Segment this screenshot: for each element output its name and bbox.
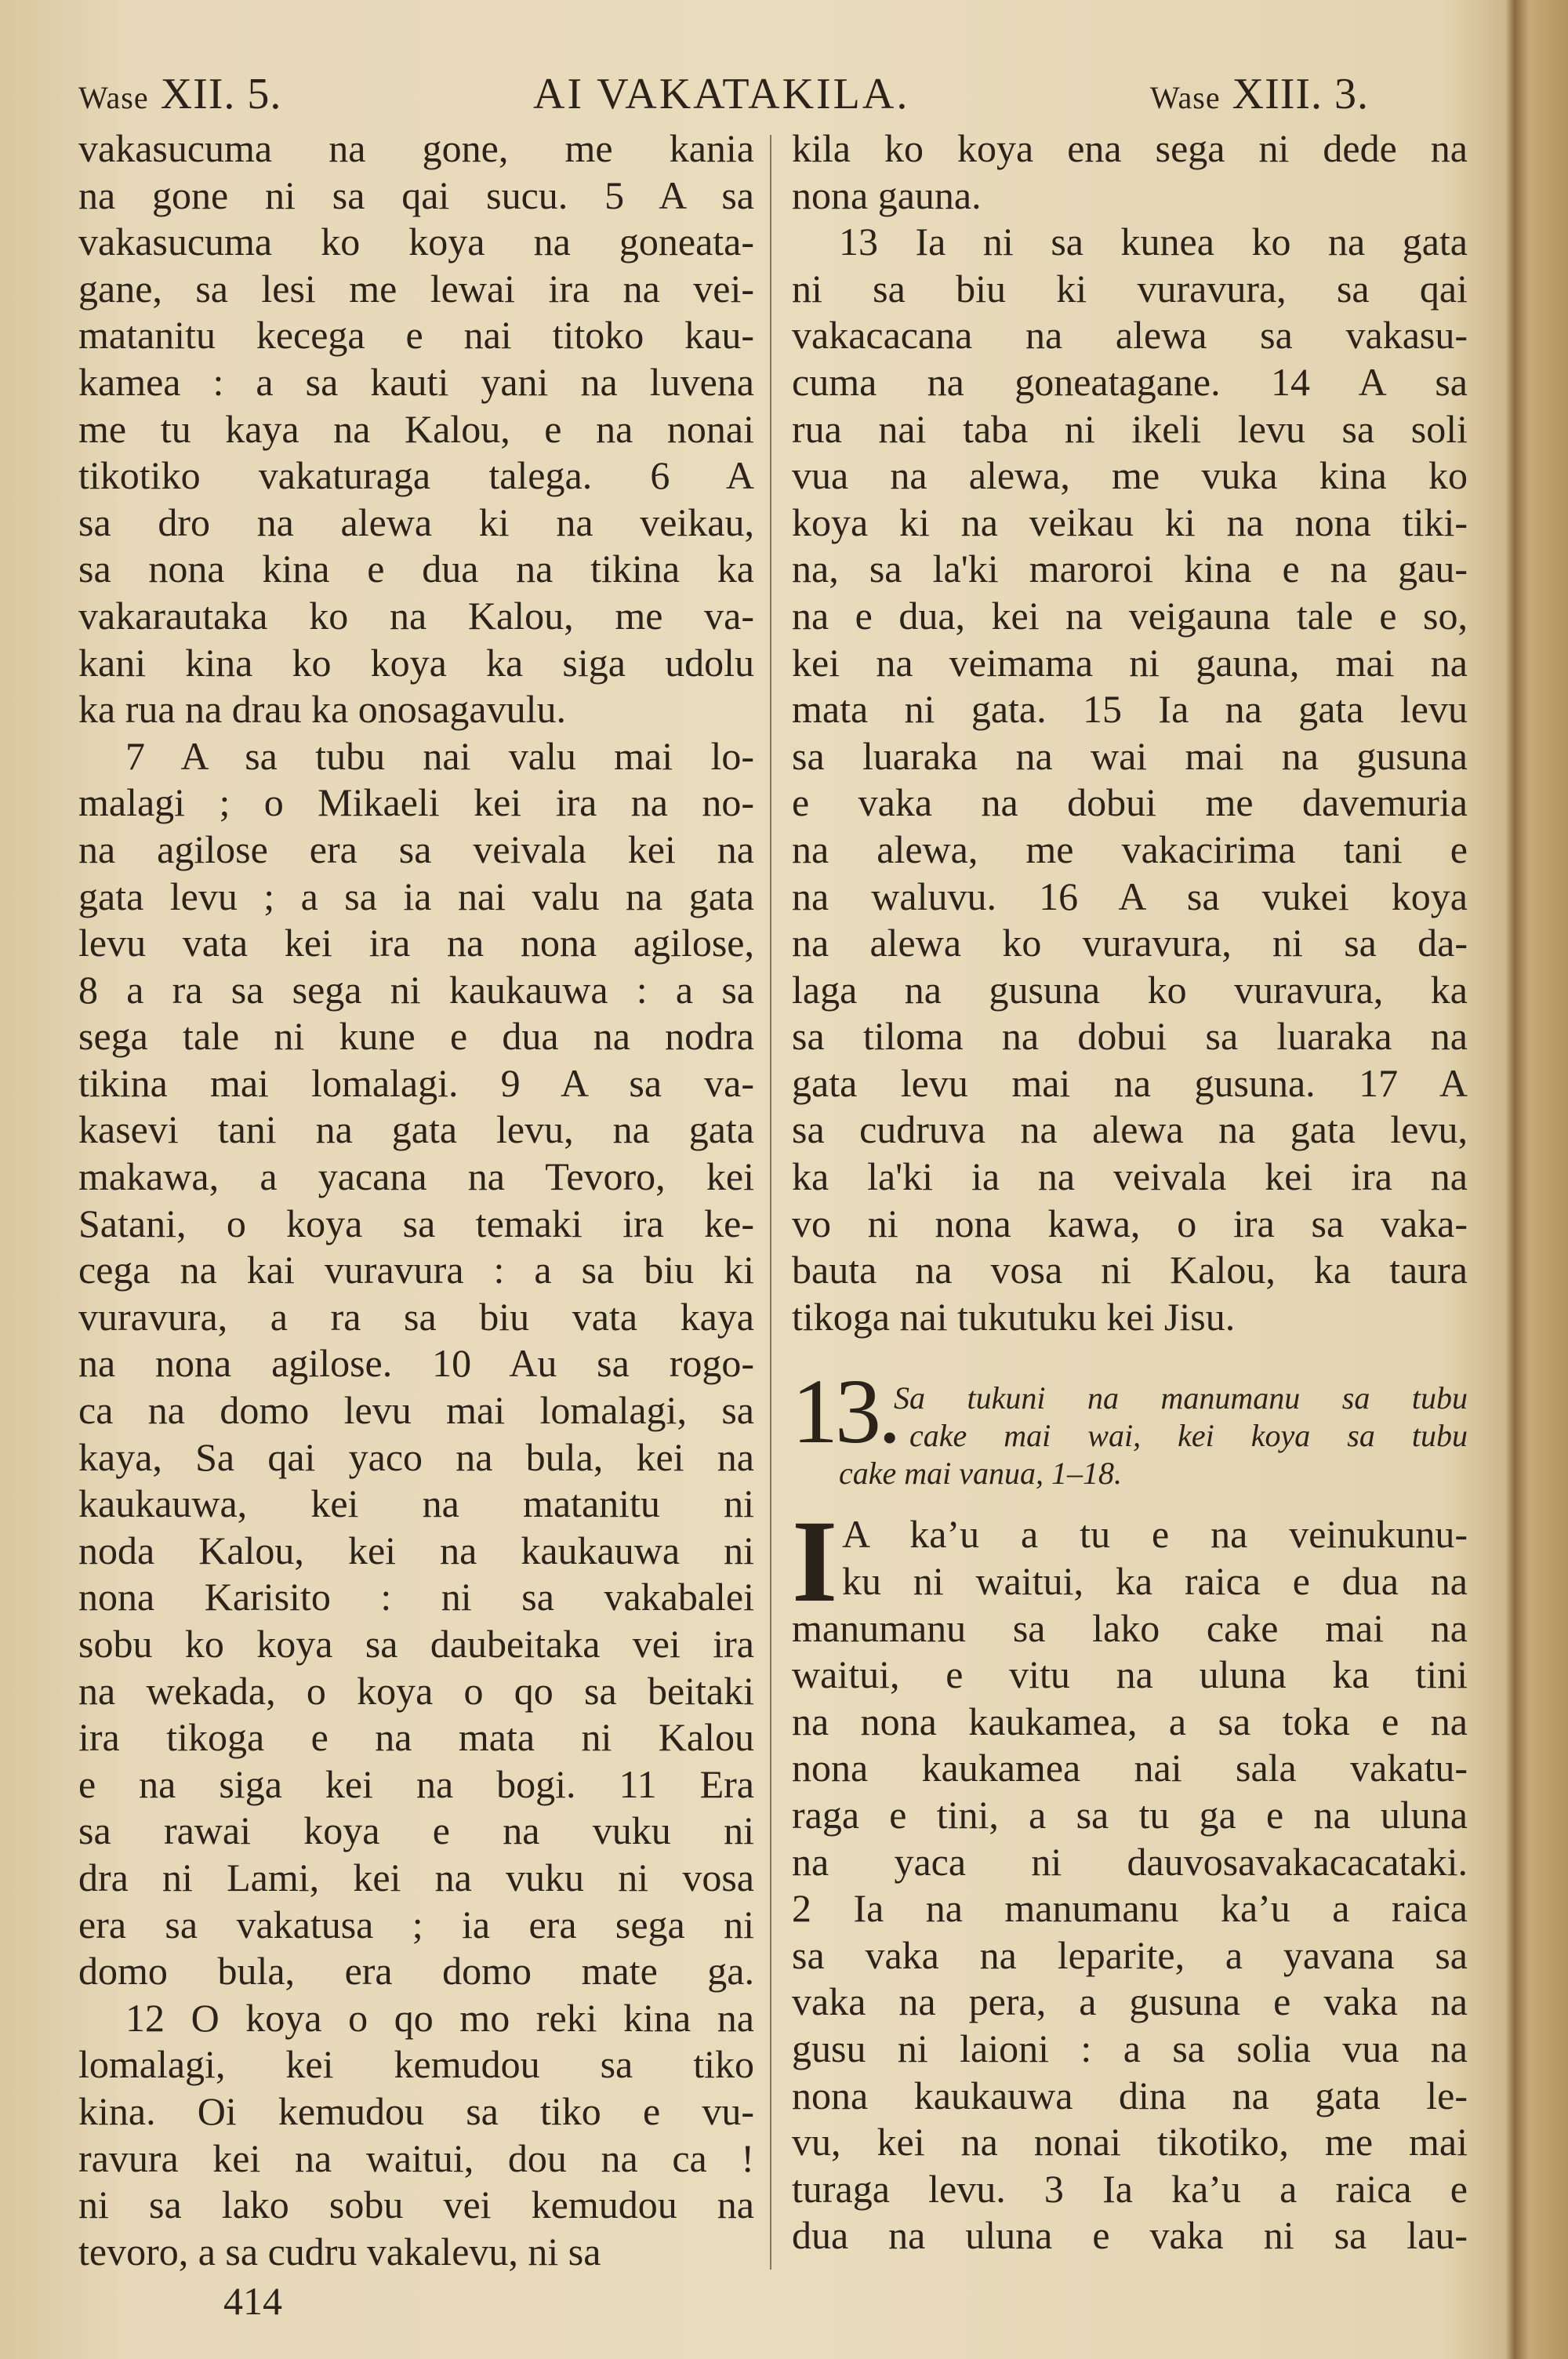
- text-line: tikotiko vakaturaga talega. 6 A: [78, 453, 754, 498]
- text-line: vakasucuma na gone, me kania: [78, 126, 754, 170]
- text-line: kamea : a sa kauti yani na luvena: [78, 359, 754, 404]
- text-line: nona Karisito : ni sa vakabalei: [78, 1575, 754, 1619]
- text-line: kani kina ko koya ka siga udolu: [78, 640, 754, 685]
- summary-line: Sa tukuni na manumanu sa tubu: [894, 1380, 1468, 1416]
- text-line: e vaka na dobui me davemuria: [792, 780, 1468, 825]
- text-line: na, sa la'ki maroroi kina e na gau-: [792, 547, 1468, 591]
- text-line: A ka’u a tu e na veinukunu-: [842, 1512, 1468, 1557]
- right-column: [792, 125, 1468, 2259]
- text-line: laga na gusuna ko vuravura, ka: [792, 967, 1468, 1012]
- text-line: gane, sa lesi me lewai ira na vei-: [78, 266, 754, 311]
- text-line: Satani, o koya sa temaki ira ke-: [78, 1201, 754, 1245]
- text-line: makawa, a yacana na Tevoro, kei: [78, 1154, 754, 1199]
- text-line: gata levu mai na gusuna. 17 A: [792, 1060, 1468, 1105]
- text-line: dra ni Lami, kei na vuku ni vosa: [78, 1855, 754, 1899]
- text-line: raga e tini, a sa tu ga e na uluna: [792, 1793, 1468, 1837]
- text-line: e na siga kei na bogi. 11 Era: [78, 1761, 754, 1806]
- text-line: tevoro, a sa cudru vakalevu, ni sa: [78, 2229, 601, 2274]
- text-line: 7 A sa tubu nai valu mai lo-: [125, 733, 754, 778]
- text-line: kasevi tani na gata levu, na gata: [78, 1107, 754, 1152]
- chapter-number: 13.: [792, 1360, 898, 1463]
- text-line: dua na uluna e vaka ni sa lau-: [792, 2213, 1468, 2258]
- text-line: na yaca ni dauvosavakacacataki.: [792, 1839, 1468, 1884]
- text-line: rua nai taba ni ikeli levu sa soli: [792, 406, 1468, 451]
- page-number: 414: [223, 2279, 282, 2323]
- drop-cap: I: [792, 1496, 838, 1627]
- text-line: na gone ni sa qai sucu. 5 A sa: [78, 173, 754, 217]
- text-line: sa tiloma na dobui sa luaraka na: [792, 1014, 1468, 1059]
- text-line: vakasucuma ko koya na goneata-: [78, 220, 754, 264]
- chapter-heading: [792, 1360, 1468, 1497]
- text-line: ni sa biu ki vuravura, sa qai: [792, 266, 1468, 311]
- text-line: kina. Oi kemudou sa tiko e vu-: [78, 2088, 754, 2133]
- text-line: na nona agilose. 10 Au sa rogo-: [78, 1341, 754, 1386]
- text-line: vakacacana na alewa sa vakasu-: [792, 313, 1468, 358]
- text-line: na alewa, me vakacirima tani e: [792, 827, 1468, 871]
- text-line: kei na veimama ni gauna, mai na: [792, 640, 1468, 685]
- header-left-word: Wase: [78, 80, 149, 115]
- summary-line: cake mai vanua, 1–18.: [839, 1456, 1123, 1492]
- text-line: turaga levu. 3 Ia ka’u a raica e: [792, 2166, 1468, 2211]
- text-line: gusu ni laioni : a sa solia vua na: [792, 2026, 1468, 2070]
- text-line: 2 Ia na manumanu ka’u a raica: [792, 1886, 1468, 1931]
- text-line: vo ni nona kawa, o ira sa vaka-: [792, 1201, 1468, 1245]
- chapter-summary: [792, 1379, 1468, 1492]
- text-line: era sa vakatusa ; ia era sega ni: [78, 1902, 754, 1946]
- text-line: ravura kei na waitui, dou na ca !: [78, 2135, 754, 2180]
- text-line: levu vata kei ira na nona agilose,: [78, 921, 754, 965]
- text-line: sobu ko koya sa daubeitaka vei ira: [78, 1622, 754, 1666]
- text-line: ka la'ki ia na veivala kei ira na: [792, 1154, 1468, 1199]
- text-line: lomalagi, kei kemudou sa tiko: [78, 2042, 754, 2087]
- header-right-ref: XIII. 3.: [1232, 70, 1370, 118]
- running-header-right: [1150, 69, 1369, 119]
- text-line: tikina mai lomalagi. 9 A sa va-: [78, 1060, 754, 1105]
- running-header-left: [78, 69, 281, 119]
- text-line: vua na alewa, me vuka kina ko: [792, 453, 1468, 498]
- text-line: nona gauna.: [792, 173, 982, 217]
- text-line: gata levu ; a sa ia nai valu na gata: [78, 874, 754, 918]
- text-line: na e dua, kei na veigauna tale e so,: [792, 593, 1468, 638]
- text-line: sa luaraka na wai mai na gusuna: [792, 733, 1468, 778]
- text-line: kila ko koya ena sega ni dede na: [792, 126, 1468, 170]
- column-divider: [770, 135, 771, 2270]
- text-line: matanitu kecega e nai titoko kau-: [78, 313, 754, 358]
- left-column: [78, 125, 754, 2275]
- text-line: koya ki na veikau ki na nona tiki-: [792, 500, 1468, 544]
- text-line: sega tale ni kune e dua na nodra: [78, 1014, 754, 1059]
- text-line: noda Kalou, kei na kaukauwa ni: [78, 1528, 754, 1572]
- text-line: na nona kaukamea, a sa toka e na: [792, 1699, 1468, 1743]
- text-line: na agilose era sa veivala kei na: [78, 827, 754, 871]
- text-line: bauta na vosa ni Kalou, ka taura: [792, 1248, 1468, 1292]
- text-line: mata ni gata. 15 Ia na gata levu: [792, 687, 1468, 732]
- right-column-text: [792, 125, 1468, 1340]
- header-left-ref: XII. 5.: [160, 70, 282, 118]
- text-line: vaka na pera, a gusuna e vaka na: [792, 1979, 1468, 2024]
- text-line: tikoga nai tukutuku kei Jisu.: [792, 1294, 1236, 1339]
- text-line: na wekada, o koya o qo sa beitaki: [78, 1668, 754, 1713]
- text-line: sa vaka na leparite, a yavana sa: [792, 1932, 1468, 1977]
- text-line: nona kaukamea nai sala vakatu-: [792, 1746, 1468, 1790]
- summary-line: cake mai wai, kei koya sa tubu: [909, 1418, 1468, 1454]
- text-line: me tu kaya na Kalou, e na nonai: [78, 406, 754, 451]
- text-line: sa dro na alewa ki na veikau,: [78, 500, 754, 544]
- text-line: domo bula, era domo mate ga.: [78, 1949, 754, 1994]
- text-line: ira tikoga e na mata ni Kalou: [78, 1715, 754, 1760]
- text-line: 13 Ia ni sa kunea ko na gata: [839, 220, 1468, 264]
- text-line: vakarautaka ko na Kalou, me va-: [78, 593, 754, 638]
- text-line: kaukauwa, kei na matanitu ni: [78, 1481, 754, 1526]
- text-line: kaya, Sa qai yaco na bula, kei na: [78, 1434, 754, 1479]
- text-line: vuravura, a ra sa biu vata kaya: [78, 1294, 754, 1339]
- text-line: 8 a ra sa sega ni kaukauwa : a sa: [78, 967, 754, 1012]
- text-line: manumanu sa lako cake mai na: [792, 1605, 1468, 1650]
- text-line: malagi ; o Mikaeli kei ira na no-: [78, 780, 754, 825]
- text-line: cega na kai vuravura : a sa biu ki: [78, 1248, 754, 1292]
- text-line: ca na domo levu mai lomalagi, sa: [78, 1388, 754, 1433]
- text-line: cuma na goneatagane. 14 A sa: [792, 359, 1468, 404]
- text-line: na alewa ko vuravura, ni sa da-: [792, 921, 1468, 965]
- text-line: ni sa lako sobu vei kemudou na: [78, 2183, 754, 2227]
- running-header-title: AI VAKATAKILA.: [533, 70, 910, 118]
- text-line: nona kaukauwa dina na gata le-: [792, 2073, 1468, 2117]
- text-line: sa nona kina e dua na tikina ka: [78, 547, 754, 591]
- text-line: sa rawai koya e na vuku ni: [78, 1808, 754, 1853]
- text-line: waitui, e vitu na uluna ka tini: [792, 1652, 1468, 1697]
- chapter-paragraph: [792, 1496, 1468, 2259]
- text-line: ku ni waitui, ka raica e dua na: [842, 1559, 1468, 1604]
- text-line: na waluvu. 16 A sa vukei koya: [792, 874, 1468, 918]
- header-right-word: Wase: [1150, 80, 1221, 115]
- text-line: vu, kei na nonai tikotiko, me mai: [792, 2120, 1468, 2165]
- text-line: 12 O koya o qo mo reki kina na: [125, 1995, 754, 2040]
- text-line: ka rua na drau ka onosagavulu.: [78, 687, 566, 732]
- text-line: sa cudruva na alewa na gata levu,: [792, 1107, 1468, 1152]
